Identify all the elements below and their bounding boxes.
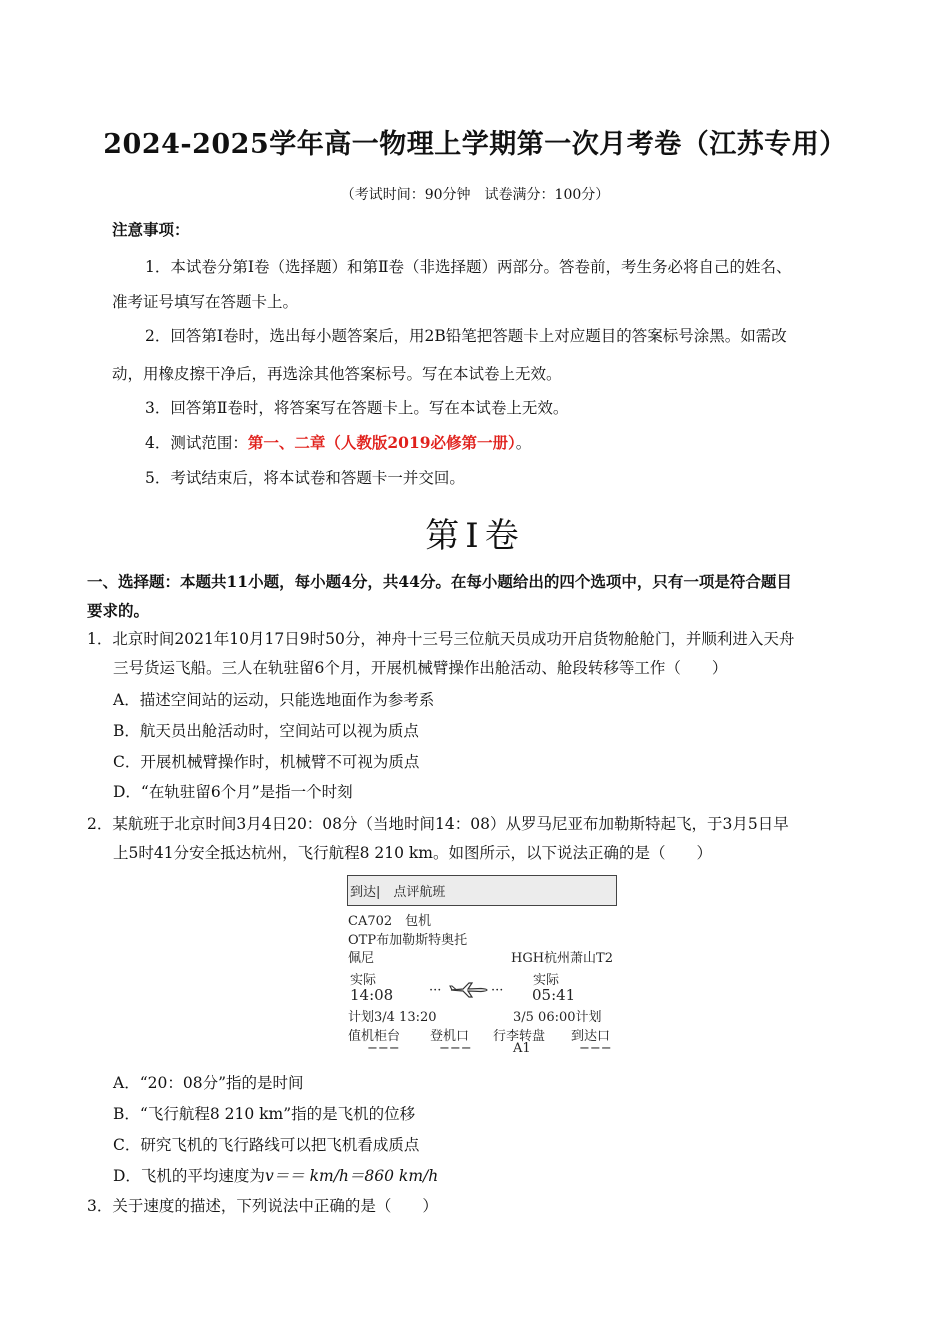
test-range: 第一、二章（人教版2019必修第一册）	[247, 433, 516, 452]
notice-item-5: 5．考试结束后，将本试卷和答题卡一并交回。	[145, 469, 465, 487]
notice-item-1-line-1: 1．本试卷分第Ⅰ卷（选择题）和第Ⅱ卷（非选择题）两部分。答卷前，考生务必将自己的姓名、	[145, 258, 792, 276]
question-2-option-d-text: D．飞机的平均速度为	[113, 1167, 265, 1185]
question-1-option-c: C．开展机械臂操作时，机械臂不可视为质点	[113, 753, 420, 771]
question-2-line-1: 2．某航班于北京时间3月4日20：08分（当地时间14：08）从罗马尼亚布加勒斯特起飞，于3月5日早	[87, 815, 789, 833]
notice-heading: 注意事项：	[112, 220, 190, 239]
question-1-option-a: A．描述空间站的运动，只能选地面作为参考系	[113, 691, 435, 709]
exam-info: （考试时间：90分钟 试卷满分：100分）	[340, 187, 610, 203]
question-2-option-c: C．研究飞机的飞行路线可以把飞机看成质点	[113, 1136, 420, 1154]
arrival-planned: 3/5 06:00计划	[513, 1010, 602, 1025]
gate-label: 登机口	[430, 1029, 470, 1044]
question-2-line-2: 上5时41分安全抵达杭州，飞行航程8 210 km。如图所示，以下说法正确的是（ ）	[113, 844, 712, 862]
notice-item-4-suffix: 。	[515, 434, 532, 452]
question-2-option-a: A．“20：08分”指的是时间	[113, 1074, 304, 1092]
checkin-counter-label: 值机柜台	[348, 1029, 401, 1044]
question-1-option-b: B．航天员出舱活动时，空间站可以视为质点	[113, 722, 419, 740]
airplane-icon	[449, 982, 489, 998]
question-3-line-1: 3．关于速度的描述，下列说法中正确的是（ ）	[87, 1197, 438, 1215]
departure-actual-time: 14:08	[350, 986, 394, 1004]
gate-value: −−−	[439, 1041, 472, 1056]
question-1-line-2: 三号货运飞船。三人在轨驻留6个月，开展机械臂操作出舱活动、舱段转移等工作（ ）	[113, 659, 728, 677]
baggage-carousel-value: A1	[513, 1041, 531, 1056]
checkin-counter-value: −−−	[367, 1041, 400, 1056]
flight-number: CA702 包机	[348, 914, 432, 929]
arrival-exit-label: 到达口	[571, 1029, 611, 1044]
notice-item-4	[145, 433, 531, 453]
notice-item-2-line-2: 动，用橡皮擦干净后，再选涂其他答案标号。写在本试卷上无效。	[112, 365, 562, 383]
route-dots-left: ···	[429, 983, 442, 998]
arrival-actual-label: 实际	[533, 973, 560, 988]
notice-item-1-line-2: 准考证号填写在答题卡上。	[112, 293, 299, 311]
route-dots-right: ···	[491, 983, 504, 998]
notice-item-2-line-1: 2．回答第Ⅰ卷时，选出每小题答案后，用2B铅笔把答题卡上对应题目的答案标号涂黑。如需改	[145, 327, 787, 345]
departure-planned: 计划3/4 13:20	[348, 1010, 437, 1025]
question-1-line-1: 1．北京时间2021年10月17日9时50分，神舟十三号三位航天员成功开启货物舱舱门，并顺利进入天舟	[87, 630, 795, 648]
notice-item-3: 3．回答第Ⅱ卷时，将答案写在答题卡上。写在本试卷上无效。	[145, 399, 569, 417]
flight-header-text: 到达| 点评航班	[350, 885, 446, 900]
origin-airport-line-2: 佩尼	[348, 951, 375, 966]
average-velocity-formula: v＝＝ km/h＝860 km/h	[264, 1167, 439, 1185]
question-1-option-d: D．“在轨驻留6个月”是指一个时刻	[113, 783, 353, 801]
destination-airport: HGH杭州萧山T2	[511, 951, 614, 966]
arrival-exit-value: −−−	[579, 1041, 612, 1056]
arrival-actual-time: 05:41	[532, 986, 576, 1004]
notice-item-4-prefix: 4．测试范围：	[145, 434, 248, 452]
document-title: 2024-2025学年高一物理上学期第一次月考卷（江苏专用）	[103, 129, 847, 160]
departure-actual-label: 实际	[350, 973, 377, 988]
baggage-carousel-label: 行李转盘	[493, 1029, 546, 1044]
question-2-option-d	[113, 1166, 438, 1186]
section-title: 第Ⅰ卷	[425, 516, 525, 556]
part-1-heading-line-1: 一、选择题：本题共11小题，每小题4分，共44分。在每小题给出的四个选项中，只有一项是符合题目	[87, 572, 792, 591]
question-2-option-b: B．“飞行航程8 210 km”指的是飞机的位移	[113, 1105, 416, 1123]
origin-airport-line-1: OTP布加勒斯特奥托	[348, 933, 468, 948]
flight-info-figure	[343, 873, 623, 1063]
part-1-heading-line-2: 要求的。	[87, 601, 150, 620]
